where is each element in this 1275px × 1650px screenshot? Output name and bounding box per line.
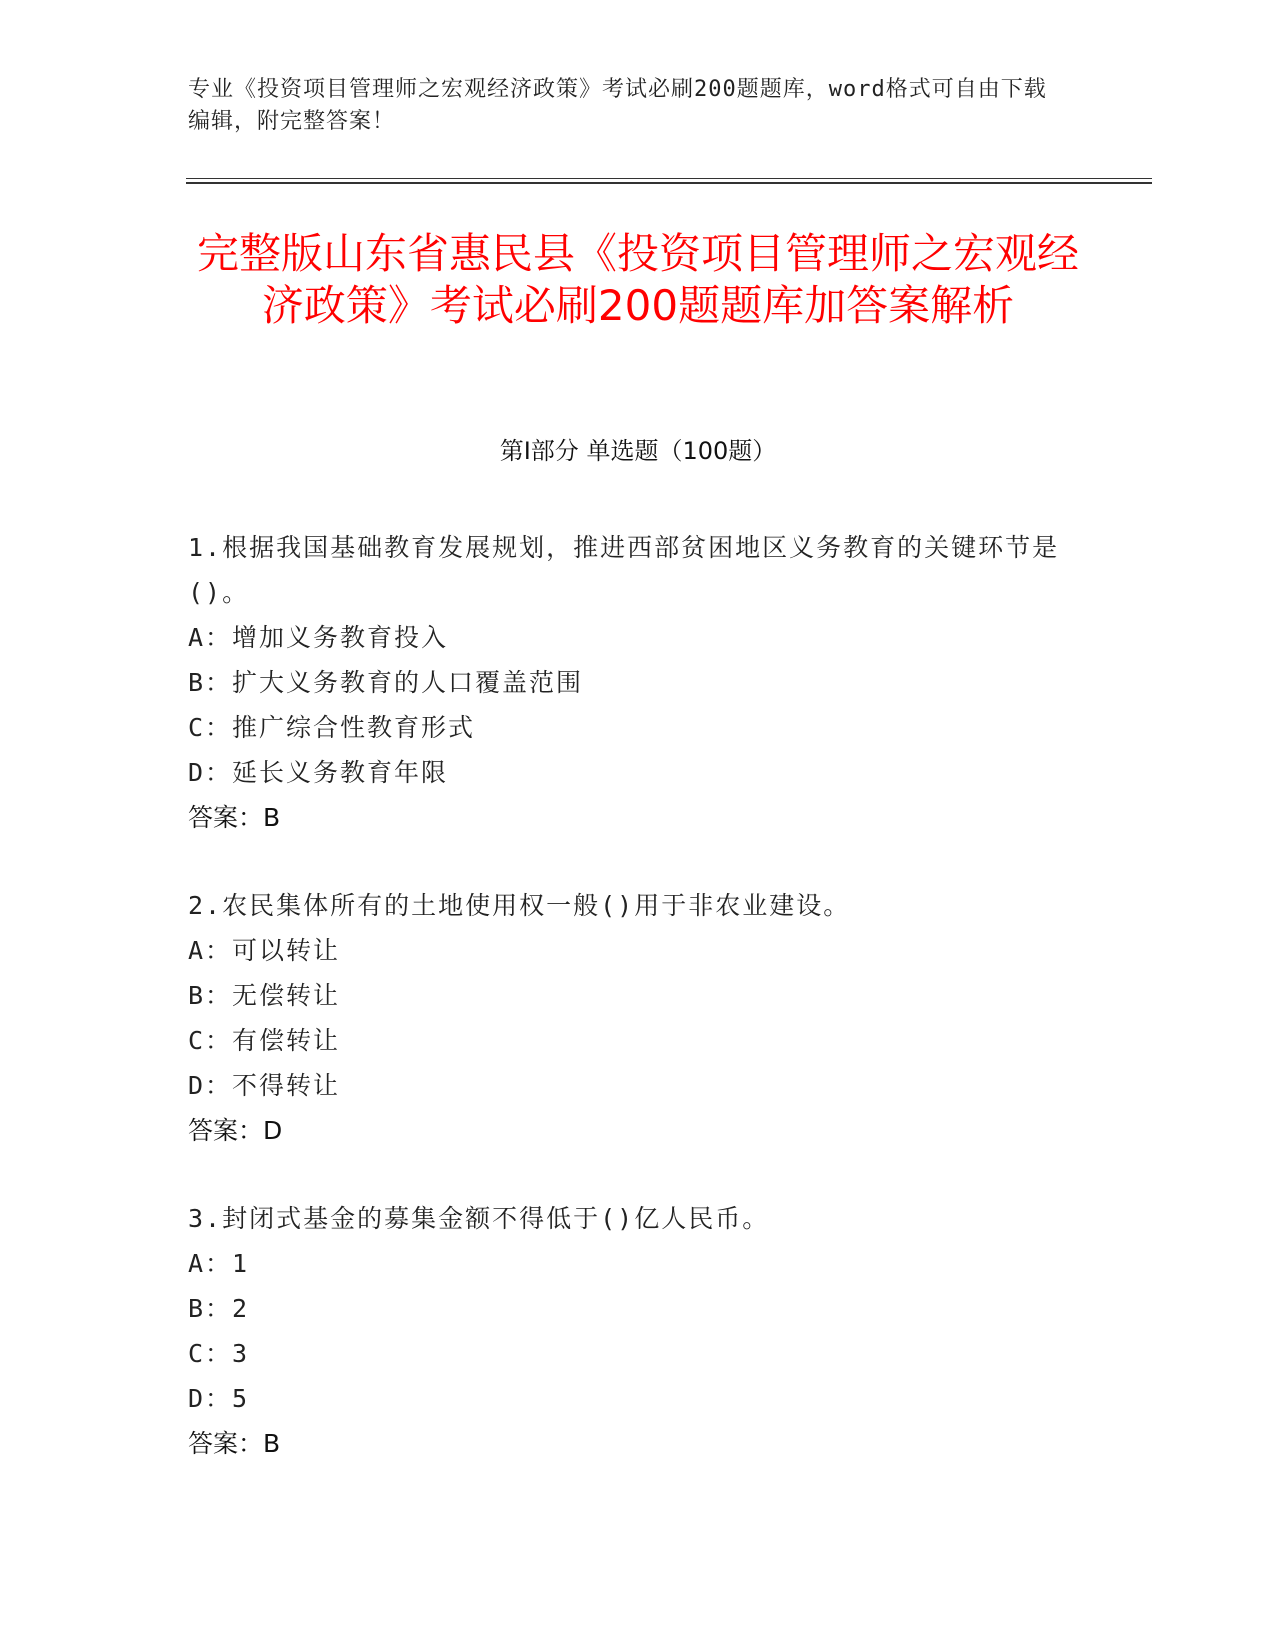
header-divider-thick — [186, 182, 1152, 184]
document-title: 完整版山东省惠民县《投资项目管理师之宏观经济政策》考试必刷200题题库加答案解析 — [196, 229, 1079, 330]
header-divider-thin — [186, 178, 1152, 179]
header-note: 专业《投资项目管理师之宏观经济政策》考试必刷200题题库，word格式可自由下载编辑，附完整答案！ — [188, 77, 1047, 134]
option-d: D：不得转让 — [188, 1071, 341, 1100]
answer-line: 答案：D — [188, 1116, 283, 1145]
option-c: C：3 — [188, 1339, 250, 1368]
question-stem: 2.农民集体所有的土地使用权一般()用于非农业建设。 — [188, 891, 851, 920]
option-b: B：扩大义务教育的人口覆盖范围 — [188, 668, 584, 697]
option-b: B：无偿转让 — [188, 981, 341, 1010]
option-b: B：2 — [188, 1294, 250, 1323]
question-list — [188, 525, 1088, 1509]
question-2 — [188, 883, 1088, 1154]
question-1 — [188, 525, 1088, 841]
option-a: A：可以转让 — [188, 936, 341, 965]
option-c: C：推广综合性教育形式 — [188, 713, 476, 742]
question-stem: 3.封闭式基金的募集金额不得低于()亿人民币。 — [188, 1204, 770, 1233]
option-a: A：增加义务教育投入 — [188, 623, 449, 652]
option-c: C：有偿转让 — [188, 1026, 341, 1055]
option-d: D：延长义务教育年限 — [188, 758, 449, 787]
answer-line: 答案：B — [188, 1429, 281, 1458]
answer-line: 答案：B — [188, 803, 281, 832]
section-heading: 第I部分 单选题（100题） — [499, 437, 777, 465]
question-stem: 1.根据我国基础教育发展规划，推进西部贫困地区义务教育的关键环节是()。 — [188, 533, 1060, 607]
option-a: A：1 — [188, 1249, 250, 1278]
option-d: D：5 — [188, 1384, 250, 1413]
question-3 — [188, 1196, 1088, 1467]
